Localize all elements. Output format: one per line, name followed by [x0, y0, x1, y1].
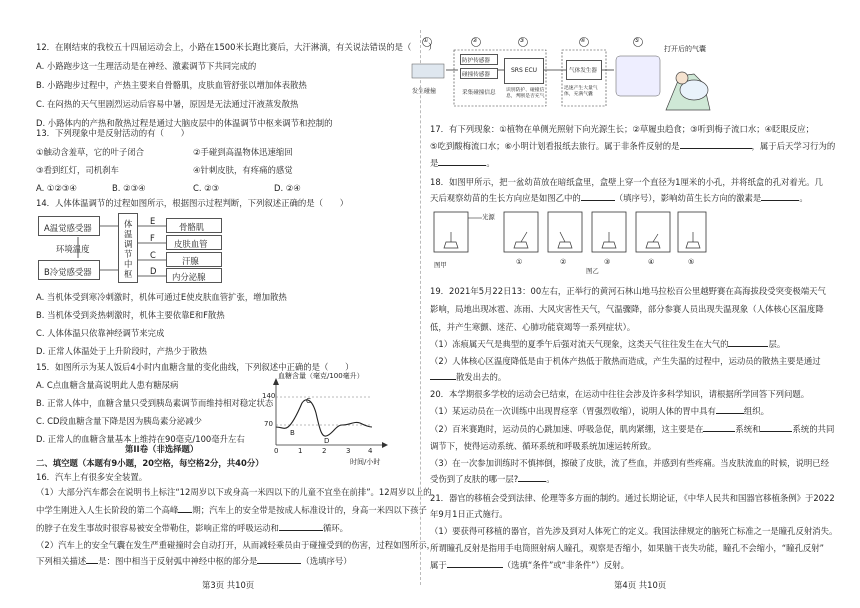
q16-part1-text: 循环。: [322, 523, 348, 533]
endocrine-gland-box: [166, 268, 222, 283]
q20-blank-2[interactable]: [703, 431, 735, 432]
warm-receptor-box: [38, 216, 100, 236]
q15-option-a: A. C点血糖含量高说明此人患有糖尿病: [36, 380, 179, 390]
thermoregulation-center-box: [118, 213, 138, 283]
x-tick-0: 0: [274, 447, 279, 455]
step-number: ④: [580, 37, 586, 44]
fill-in-section-heading: 二、填空题（本题有9小题，20空格，每空格2分，共40分）: [36, 458, 264, 468]
q13-statement-3: ③看到红灯，司机刹车: [36, 165, 119, 175]
q12-option-c: C. 在闷热的天气里剧烈运动后容易中暑，原因是无法通过汗液蒸发散热: [36, 99, 299, 109]
effector-label: 汗腺: [182, 256, 199, 266]
q15-stem: 15．如图所示为某人饭后4小时内血糖含量的变化曲线，下列叙述中正确的是（ ）: [36, 362, 354, 372]
q20-blank-3[interactable]: [760, 431, 792, 432]
arrow-letter-c: C: [150, 250, 156, 260]
q18-text: （填序号），影响幼苗生长方向的激素是: [614, 193, 762, 203]
q21-text: （选填“条件”或“非条件”）反射。: [502, 560, 629, 570]
q20-part3-line2: [430, 474, 555, 485]
q16-blank-1[interactable]: [178, 512, 192, 513]
driver-airbag-icon: [660, 56, 720, 114]
q21-part1-line3: [430, 560, 629, 571]
q19-text: 散发出去的。: [456, 372, 507, 382]
q13-option-c: C. ②③: [193, 183, 220, 193]
center-char: 调: [124, 239, 133, 249]
q13-statement-1: ①触动含羞草，它的叶子闭合: [36, 147, 145, 157]
point-b-label: B: [290, 429, 295, 437]
q17-line2: [430, 141, 835, 152]
q19-text: （1）冻痕属天气是典型的夏季午后强对流天气现象，这类天气往往发生在大气的: [430, 339, 729, 349]
car-crash-icon: [412, 64, 444, 78]
center-char: 中: [124, 259, 133, 269]
q12-option-d: D. 小路体内的产热和散热过程是通过大脑皮层中的体温调节中枢来调节和控制的: [36, 118, 333, 128]
q20-text: （2）百米赛跑时，运动员的心跳加速、呼吸急促，肌肉紧绷，这主要是在: [430, 424, 704, 434]
option-number: ⑤: [688, 258, 695, 266]
q13-option-b: B. ②③④: [112, 183, 146, 193]
q18-blank-2[interactable]: [761, 200, 799, 201]
skeletal-muscle-box: [166, 218, 222, 233]
q14-stem: 14．人体体温调节的过程如图所示，根据图示过程判断，下列叙述正确的是（ ）: [36, 198, 349, 208]
q16-part2-blank[interactable]: [86, 563, 98, 564]
q18-blank-1[interactable]: [581, 200, 615, 201]
x-tick-2: 2: [322, 447, 327, 455]
q17-blank-1[interactable]: [680, 148, 752, 149]
q16-stem: 16．汽车上有很多安全装置。: [36, 472, 148, 482]
q19-part2-line1: （2）人体核心区温度降低是由于机体产热低于散热而造成，产生失温的过程中，运动员的散热主要是通过: [430, 356, 821, 366]
step-number: ⑤: [634, 37, 640, 44]
environment-temperature-label: 环境温度: [56, 244, 90, 254]
q16-part2-line1: （2）汽车上的安全气囊在发生严重碰撞时会自动打开，从而减轻乘员由于碰撞受到的伤害，过程如图所示，: [36, 540, 435, 550]
option-number: ④: [648, 258, 655, 266]
q17-text: ⑤吃到酸梅流口水；⑥小明计划看报纸去旅行。属于非条件反射的是: [430, 141, 680, 151]
q20-blank-4[interactable]: [518, 481, 546, 482]
seedling-phototropism-figure: [430, 208, 710, 275]
q16-part2-text: （选填序号）: [301, 556, 352, 566]
x-axis-arrow: [382, 442, 388, 448]
option-number: ②: [560, 258, 567, 266]
q16-part1-line1: （1）大部分汽车都会在说明书上标注“12周岁以下或身高一米四以下的儿童不宜坐在前排”。12周岁以上的: [36, 487, 432, 497]
protection-sensor-box: [460, 54, 498, 65]
seedling-boxes: [430, 208, 710, 272]
q21-text: 属于: [430, 560, 447, 570]
q19-part1: [430, 339, 785, 350]
q14-option-d: D. 正常人体温处于上升阶段时，产热少于散热: [36, 346, 207, 356]
srs-ecu-label: SRS ECU: [511, 67, 538, 74]
x-tick-4: 4: [368, 447, 373, 455]
q20-text: 。: [546, 474, 555, 484]
q12-option-b: B. 小路跑步过程中，产热主要来自骨骼肌，皮肤血管舒张以增加体表散热: [36, 80, 307, 90]
q16-part2-line2: [36, 556, 352, 567]
step-number: ③: [519, 37, 525, 44]
fill-gas-label: 迅速产生大量气体，充满气囊: [564, 86, 598, 97]
gas-generator-box: [566, 60, 602, 80]
figure-yi-label: 图乙: [586, 267, 599, 275]
arrow-letter-f: F: [150, 233, 155, 243]
q18-line1: 18．如图甲所示，把一盆幼苗放在暗纸盒里，盒壁上穿一个直径为1厘米的小孔，并将纸盒的孔对着光。几: [430, 177, 823, 187]
thermoregulation-diagram: [38, 213, 242, 283]
center-char: 枢: [124, 269, 133, 279]
q13-option-a: A. ①②③④: [36, 183, 77, 193]
q19-line2: 影响，局地出现冰雹、冻雨、大风灾害性天气，气温骤降，部分参赛人员出现失温现象（人体核心区温度降: [430, 304, 824, 314]
figure-jia-label: 图甲: [434, 261, 447, 269]
y-tick-140: 140: [262, 392, 276, 400]
point-c-label: C: [306, 397, 311, 405]
q21-part1-line1: （1）要获得可移植的器官，首先涉及到对人体死亡的定义。我国法律规定的脑死亡标准之一是瞳孔反射消失。: [430, 526, 838, 536]
airbag-icon: [616, 56, 660, 96]
q21-line1: 21．器官的移植会受到法律、伦理等多方面的制约。通过长期论证，《中华人民共和国器官移植条例》于2022: [430, 493, 835, 503]
q16-part1-text: 期；汽车上的安全带是按成人标准设计的，身高一米四以下孩子: [192, 505, 427, 515]
q20-text: 受伤到了皮肤的哪一层?: [430, 474, 519, 484]
skin-vessel-box: [166, 235, 222, 250]
q15-option-c: C. CD段血糖含量下降是因为胰岛素分泌减少: [36, 416, 202, 426]
step-number: ①: [423, 37, 429, 44]
airbag-process-diagram: [406, 36, 664, 110]
q13-statement-4: ④针刺皮肤，有疼痛的感觉: [193, 165, 293, 175]
q19-text: 层。: [768, 339, 786, 349]
q18-text: 天后观察幼苗的生长方向应是如图乙中的: [430, 193, 581, 203]
q13-stem: 13．下列现象中是反射活动的有（ ）: [36, 128, 190, 138]
q15-option-b: B. 正常人体中，血糖含量只受到胰岛素调节而维持相对稳定状态: [36, 398, 274, 408]
q17-blank-2[interactable]: [438, 165, 486, 166]
q21-part1-line2: 所谓瞳孔反射是指用手电筒照射病人瞳孔，观察是否缩小，如果脑干丧失功能，瞳孔不会缩小，“瞳孔反射”: [430, 543, 824, 553]
q13-option-d: D. ②④: [274, 183, 301, 193]
q20-part1: [430, 406, 769, 417]
q20-part2-line1: [430, 424, 834, 435]
cold-receptor-box: [38, 260, 100, 280]
q17-line3: [430, 158, 495, 169]
q17-text: ，属于后天学习行为的: [751, 141, 836, 151]
airbag-illustration: [660, 56, 720, 114]
warm-receptor-label: A温觉感受器: [44, 223, 92, 233]
q20-part3-line1: （3）在一次参加训练时不慎摔倒，擦破了皮肤，流了些血，并感到有些疼痛。当皮肤流血的时候，说明已经: [430, 458, 829, 468]
q18-line2: [430, 193, 808, 204]
identify-info-label: 识别防护、碰撞信息，判断是否充气: [506, 88, 545, 99]
light-source-label: 光源: [482, 213, 495, 221]
opened-airbag-label: 打开后的气囊: [664, 45, 706, 53]
q12-option-a: A. 小路跑步这一生理活动是在神经、激素调节下共同完成的: [36, 61, 257, 71]
q16-part1-line3: [36, 523, 348, 534]
sweat-gland-box: [166, 252, 222, 267]
x-tick-1: 1: [298, 447, 303, 455]
center-char: 温: [124, 229, 133, 239]
part-two-title: 第II卷（非选择题）: [125, 444, 199, 454]
q16-part1-line2: [36, 505, 427, 516]
q20-blank-1[interactable]: [716, 413, 744, 414]
q20-text: （1）某运动员在一次训练中出现胃痉挛（胃强烈收缩），说明人体的胃中具有: [430, 406, 716, 416]
protection-sensor-label: 防护传感器: [462, 58, 490, 64]
q13-statement-2: ②手碰到高温物体迅速缩回: [193, 147, 293, 157]
collision-label: 发生碰撞: [412, 88, 437, 95]
option-number: ①: [516, 258, 523, 266]
q20-stem: 20．本学期很多学校的运动会已结束，在运动中往往会涉及许多科学知识，请根据所学回答下列问题。: [430, 389, 810, 399]
arrow-letter-d: D: [150, 266, 157, 276]
chart-y-label: 血糖含量（毫克/100毫升）: [278, 372, 364, 380]
effector-label: 皮肤血管: [174, 239, 208, 249]
cold-receptor-label: B冷觉感受器: [44, 267, 92, 277]
collect-info-label: 采集碰撞信息: [462, 90, 496, 96]
q19-blank-1[interactable]: [728, 346, 768, 347]
q16-part1-text: 的脖子在发生事故时很容易被安全带勒住，影响正常的呼吸运动和: [36, 523, 279, 533]
q16-blank-2[interactable]: [279, 530, 323, 531]
q15-option-d: D. 正常人的血糖含量基本上维持在90毫克/100毫升左右: [36, 434, 245, 444]
q19-line3: 低，并产生寒颤、迷茫、心肺功能衰竭等一系列症状）。: [430, 322, 636, 332]
x-tick-3: 3: [346, 447, 351, 455]
q18-text: 。: [799, 193, 808, 203]
q19-part2-line2: [430, 372, 506, 383]
q20-text: 组织。: [743, 406, 770, 416]
srs-ecu-box: [504, 58, 544, 84]
q16-part1-text: 中学生刚进入人生长阶段的第二个高峰: [36, 505, 179, 515]
q17-line1: 17．有下列现象：①植物在单侧光照射下向光源生长；②草履虫趋食；③听到梅子流口水；④眨眼反应；: [430, 124, 815, 134]
page-footer-right: 第4页 共10页: [614, 580, 667, 590]
page-footer-left: 第3页 共10页: [202, 580, 255, 590]
q16-part2-text: 下列相关描述: [36, 556, 87, 566]
point-d-label: D: [324, 437, 330, 445]
collision-sensor-label: 碰撞传感器: [462, 72, 490, 78]
effector-label: 内分泌腺: [172, 272, 206, 282]
y-tick-70: 70: [264, 420, 273, 428]
gas-generator-label: 气体发生器: [569, 68, 597, 74]
blood-glucose-chart: [262, 372, 390, 466]
q17-text: 是: [430, 158, 439, 168]
q14-option-c: C. 人体体温只依靠神经调节来完成: [36, 328, 165, 338]
collision-sensor-box: [460, 68, 498, 79]
q12-stem: 12．在刚结束的我校五十四届运动会上，小路在1500米长跑比赛后，大汗淋漓，有关说法错误的是（ ）: [36, 42, 437, 52]
effector-label: 骨骼肌: [179, 222, 205, 232]
q20-text: 系统和: [735, 424, 761, 434]
q21-line2: 年9月1日正式施行。: [430, 509, 508, 519]
q20-text: 系统的共同: [792, 424, 835, 434]
center-char: 体: [124, 219, 133, 229]
q16-blank-3[interactable]: [257, 563, 301, 564]
q14-option-a: A. 当机体受到寒冷刺激时，机体可通过E使皮肤血管扩张，增加散热: [36, 292, 287, 302]
q17-text: 。: [486, 158, 495, 168]
q16-part2-text: 是：图中相当于反射弧中神经中枢的部分是: [98, 556, 258, 566]
step-number: ②: [472, 37, 478, 44]
q19-line1: 19．2021年5月22日13：00左右，正举行的黄河石林山地马拉松百公里越野赛在高海拔段受突变极端天气: [430, 286, 826, 296]
column-divider: [420, 30, 421, 585]
q21-blank-1[interactable]: [447, 567, 503, 568]
chart-x-label: 时间/小时: [350, 458, 381, 466]
q14-option-b: B. 当机体受到炎热刺激时，机体主要依靠E和F散热: [36, 310, 225, 320]
option-number: ③: [604, 258, 611, 266]
q20-part2-line2: 调节下，使得运动系统、循环系统和呼吸系统加速运转所致。: [430, 441, 657, 451]
center-char: 节: [124, 249, 133, 259]
q19-blank-2[interactable]: [430, 379, 456, 380]
arrow-letter-e: E: [150, 216, 156, 226]
